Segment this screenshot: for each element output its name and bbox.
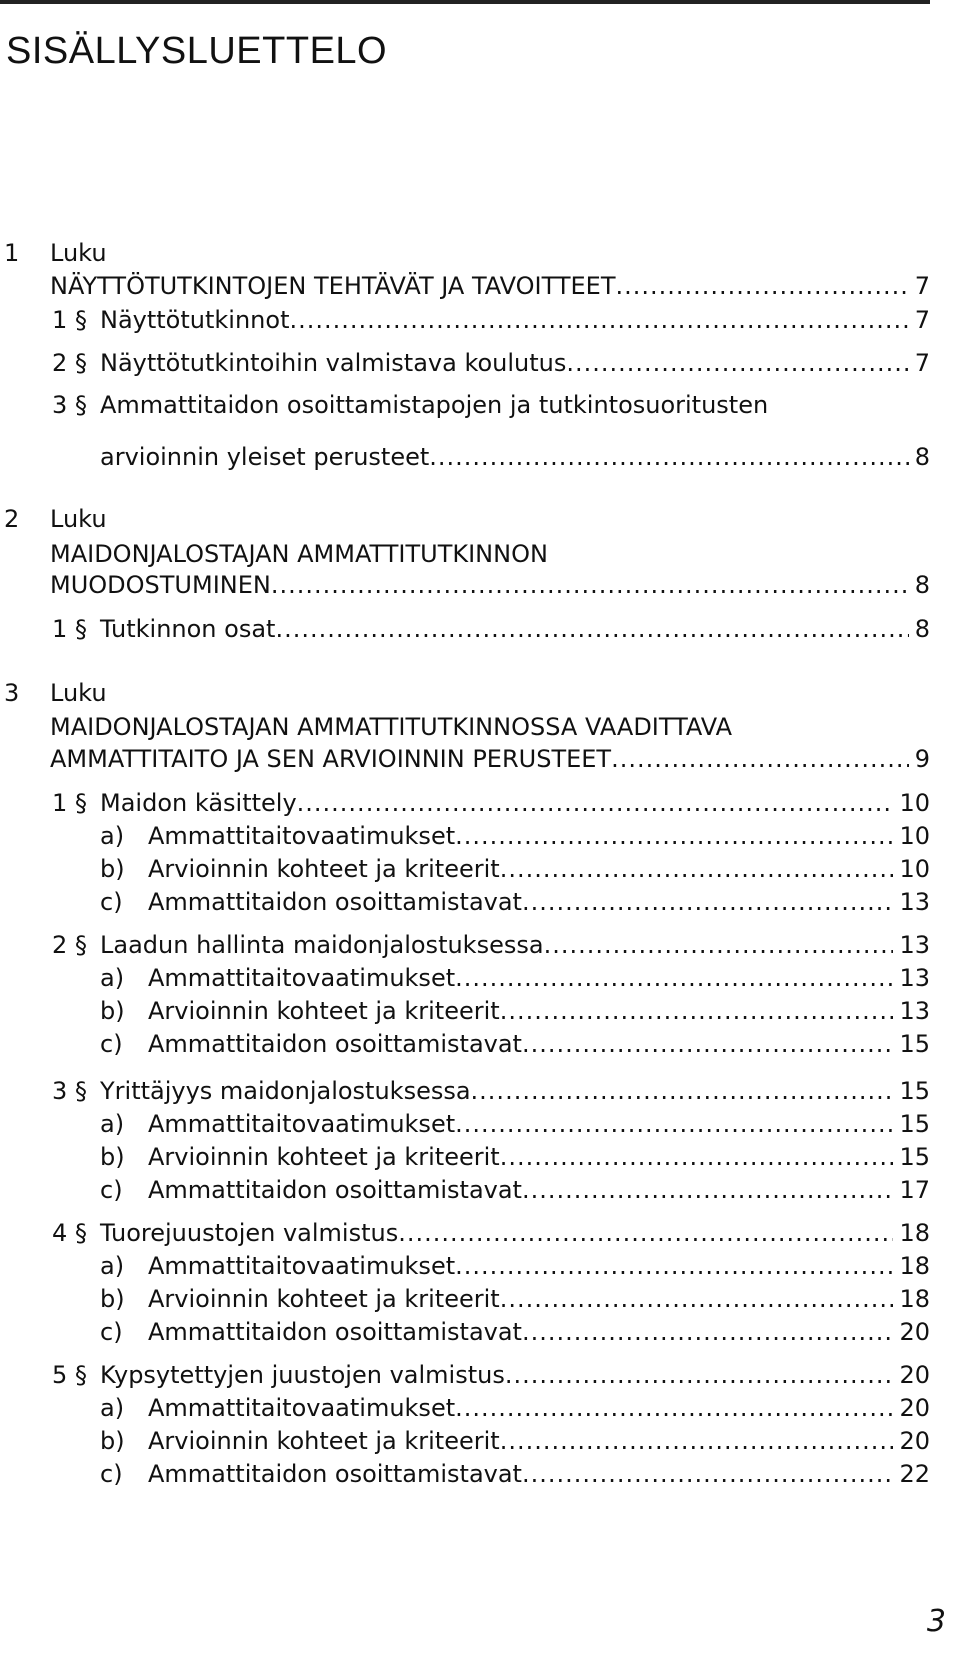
entry-with-leader	[50, 742, 930, 776]
page-ref: 8	[914, 571, 930, 599]
entry-with-leader	[100, 612, 930, 646]
toc-row	[0, 885, 930, 919]
page-ref: 18	[899, 1219, 930, 1247]
entry-with-leader	[100, 1358, 930, 1392]
page-ref: 15	[899, 1077, 930, 1105]
top-rule	[0, 0, 930, 4]
dot-leader	[566, 346, 908, 380]
sub-item-text: Ammattitaidon osoittamistavat	[148, 888, 522, 916]
entry-with-leader	[148, 1282, 930, 1316]
entry-with-leader	[100, 928, 930, 962]
toc-row	[0, 1424, 930, 1458]
item-number: 3	[52, 391, 68, 419]
entry-with-leader	[148, 1140, 930, 1174]
section-number: 1	[52, 789, 68, 817]
dot-leader	[544, 928, 894, 962]
entry-with-leader	[148, 1027, 930, 1061]
toc-row	[0, 1173, 930, 1207]
item-number: 1	[52, 306, 68, 334]
item-text: Näyttötutkinnot	[100, 306, 290, 334]
page-ref: 7	[914, 306, 930, 334]
page-ref: 20	[899, 1427, 930, 1455]
page-ref: 15	[899, 1030, 930, 1058]
dot-leader	[297, 786, 894, 820]
dot-leader	[455, 1107, 893, 1141]
dot-leader	[522, 1173, 893, 1207]
sub-item-text: Arvioinnin kohteet ja kriteerit	[148, 855, 500, 883]
sub-item-text: Arvioinnin kohteet ja kriteerit	[148, 1285, 500, 1313]
entry-with-leader	[100, 440, 930, 474]
entry-with-leader	[100, 303, 930, 337]
sub-letter: b)	[100, 1143, 125, 1171]
dot-leader	[455, 961, 893, 995]
toc-row	[0, 994, 930, 1028]
sub-item-text: Ammattitaitovaatimukset	[148, 964, 456, 992]
dot-leader	[500, 994, 894, 1028]
toc-row	[0, 269, 930, 303]
page-ref: 13	[899, 931, 930, 959]
dot-leader	[500, 1424, 894, 1458]
toc-row	[0, 819, 930, 853]
chapter-number: 1	[4, 239, 20, 267]
section-title: Maidon käsittely	[100, 789, 297, 817]
sub-letter: a)	[100, 1110, 125, 1138]
entry-with-leader	[100, 1074, 930, 1108]
toc-row	[0, 1315, 930, 1349]
chapter-label: Luku	[50, 679, 107, 707]
sub-item-text: Arvioinnin kohteet ja kriteerit	[148, 1427, 500, 1455]
page-ref: 22	[899, 1460, 930, 1488]
page-ref: 10	[899, 855, 930, 883]
dot-leader	[616, 269, 909, 303]
toc-row	[0, 1391, 930, 1425]
entry-with-leader	[148, 1315, 930, 1349]
dot-leader	[500, 1282, 894, 1316]
item-number: 2	[52, 349, 68, 377]
sub-item-text: Ammattitaidon osoittamistavat	[148, 1318, 522, 1346]
chapter-label: Luku	[50, 505, 107, 533]
toc-row	[0, 1074, 930, 1108]
sub-item-text: Ammattitaitovaatimukset	[148, 1110, 456, 1138]
dot-leader	[271, 568, 909, 602]
toc-row	[0, 1358, 930, 1392]
dot-leader	[522, 1027, 893, 1061]
toc-row	[0, 346, 930, 380]
chapter-title: MAIDONJALOSTAJAN AMMATTITUTKINNOSSA VAADITTAVA	[50, 713, 733, 741]
section-sign: §	[75, 1361, 87, 1389]
page-ref: 7	[914, 272, 930, 300]
toc-row	[0, 388, 930, 422]
sub-letter: c)	[100, 1176, 123, 1204]
toc-row	[0, 1216, 930, 1250]
entry-with-leader	[148, 852, 930, 886]
sub-letter: b)	[100, 997, 125, 1025]
toc-row	[0, 1140, 930, 1174]
sub-letter: c)	[100, 1460, 123, 1488]
sub-item-text: Ammattitaitovaatimukset	[148, 1394, 456, 1422]
item-text: Näyttötutkintoihin valmistava koulutus	[100, 349, 567, 377]
chapter-title: NÄYTTÖTUTKINTOJEN TEHTÄVÄT JA TAVOITTEET	[50, 272, 616, 300]
section-number: 3	[52, 1077, 68, 1105]
sub-letter: b)	[100, 855, 125, 883]
page-ref: 13	[899, 888, 930, 916]
sub-item-text: Arvioinnin kohteet ja kriteerit	[148, 1143, 500, 1171]
entry-with-leader	[148, 1457, 930, 1491]
sub-letter: c)	[100, 1318, 123, 1346]
sub-letter: c)	[100, 1030, 123, 1058]
sub-letter: b)	[100, 1285, 125, 1313]
section-number: 2	[52, 931, 68, 959]
section-sign: §	[75, 789, 87, 817]
entry-with-leader	[148, 1391, 930, 1425]
section-title: Tuorejuustojen valmistus	[100, 1219, 399, 1247]
page-title: SISÄLLYSLUETTELO	[6, 30, 388, 72]
sub-item-text: Ammattitaitovaatimukset	[148, 822, 456, 850]
dot-leader	[429, 440, 908, 474]
sub-item-text: Arvioinnin kohteet ja kriteerit	[148, 997, 500, 1025]
sub-letter: a)	[100, 1252, 125, 1280]
dot-leader	[500, 852, 894, 886]
section-sign: §	[75, 931, 87, 959]
sub-item-text: Ammattitaitovaatimukset	[148, 1252, 456, 1280]
section-sign: §	[75, 615, 87, 643]
section-sign: §	[75, 391, 87, 419]
entry-with-leader	[50, 568, 930, 602]
toc-row	[0, 1107, 930, 1141]
toc-row	[0, 236, 930, 270]
entry-with-leader	[148, 819, 930, 853]
entry-with-leader	[148, 1107, 930, 1141]
entry-with-leader	[100, 346, 930, 380]
sub-letter: b)	[100, 1427, 125, 1455]
chapter-number: 2	[4, 505, 20, 533]
page-ref: 8	[914, 615, 930, 643]
toc-row	[0, 710, 930, 744]
toc-row	[0, 1282, 930, 1316]
item-text: Tutkinnon osat	[100, 615, 276, 643]
dot-leader	[398, 1216, 893, 1250]
page-ref: 17	[899, 1176, 930, 1204]
toc-row	[0, 537, 930, 571]
page-ref: 20	[899, 1361, 930, 1389]
toc-row	[0, 1457, 930, 1491]
entry-with-leader	[50, 269, 930, 303]
section-sign: §	[75, 306, 87, 334]
toc-row	[0, 928, 930, 962]
section-sign: §	[75, 1219, 87, 1247]
dot-leader	[289, 303, 908, 337]
sub-letter: a)	[100, 1394, 125, 1422]
dot-leader	[500, 1140, 894, 1174]
item-text: Ammattitaidon osoittamistapojen ja tutkintosuoritusten	[100, 391, 769, 419]
sub-item-text: Ammattitaidon osoittamistavat	[148, 1030, 522, 1058]
page-ref: 8	[914, 443, 930, 471]
toc-row	[0, 303, 930, 337]
toc-row	[0, 1249, 930, 1283]
chapter-title: MAIDONJALOSTAJAN AMMATTITUTKINNON	[50, 540, 548, 568]
page-ref: 18	[899, 1285, 930, 1313]
section-number: 4	[52, 1219, 68, 1247]
toc-row	[0, 786, 930, 820]
entry-with-leader	[148, 961, 930, 995]
toc-row	[0, 961, 930, 995]
page-ref: 15	[899, 1143, 930, 1171]
page-ref: 10	[899, 822, 930, 850]
toc-row	[0, 502, 930, 536]
chapter-number: 3	[4, 679, 20, 707]
section-title: Kypsytettyjen juustojen valmistus	[100, 1361, 505, 1389]
entry-with-leader	[148, 1249, 930, 1283]
toc-row	[0, 676, 930, 710]
sub-item-text: Ammattitaidon osoittamistavat	[148, 1176, 522, 1204]
section-number: 5	[52, 1361, 68, 1389]
page-ref: 13	[899, 997, 930, 1025]
toc-row	[0, 612, 930, 646]
sub-letter: c)	[100, 888, 123, 916]
page-ref: 10	[899, 789, 930, 817]
entry-with-leader	[148, 885, 930, 919]
toc-row	[0, 742, 930, 776]
sub-item-text: Ammattitaidon osoittamistavat	[148, 1460, 522, 1488]
page-ref: 15	[899, 1110, 930, 1138]
dot-leader	[611, 742, 909, 776]
toc-row	[0, 440, 930, 474]
page-ref: 20	[899, 1394, 930, 1422]
page-ref: 9	[914, 745, 930, 773]
dot-leader	[505, 1358, 894, 1392]
sub-letter: a)	[100, 822, 125, 850]
section-title: Laadun hallinta maidonjalostuksessa	[100, 931, 544, 959]
item-text: arvioinnin yleiset perusteet	[100, 443, 430, 471]
page-ref: 18	[899, 1252, 930, 1280]
page-ref: 20	[899, 1318, 930, 1346]
entry-with-leader	[100, 786, 930, 820]
dot-leader	[522, 1315, 893, 1349]
dot-leader	[455, 1249, 893, 1283]
toc-row	[0, 852, 930, 886]
entry-with-leader	[148, 1424, 930, 1458]
dot-leader	[522, 885, 893, 919]
toc-row	[0, 1027, 930, 1061]
chapter-title: MUODOSTUMINEN	[50, 571, 271, 599]
page-number: 3	[926, 1604, 946, 1639]
dot-leader	[275, 612, 908, 646]
page-ref: 13	[899, 964, 930, 992]
chapter-label: Luku	[50, 239, 107, 267]
sub-letter: a)	[100, 964, 125, 992]
entry-with-leader	[100, 1216, 930, 1250]
toc-row	[0, 568, 930, 602]
item-number: 1	[52, 615, 68, 643]
dot-leader	[522, 1457, 893, 1491]
dot-leader	[455, 1391, 893, 1425]
dot-leader	[455, 819, 893, 853]
entry-with-leader	[148, 994, 930, 1028]
section-title: Yrittäjyys maidonjalostuksessa	[100, 1077, 471, 1105]
page-ref: 7	[914, 349, 930, 377]
chapter-title: AMMATTITAITO JA SEN ARVIOINNIN PERUSTEET	[50, 745, 612, 773]
section-sign: §	[75, 1077, 87, 1105]
entry-with-leader	[148, 1173, 930, 1207]
dot-leader	[471, 1074, 894, 1108]
section-sign: §	[75, 349, 87, 377]
